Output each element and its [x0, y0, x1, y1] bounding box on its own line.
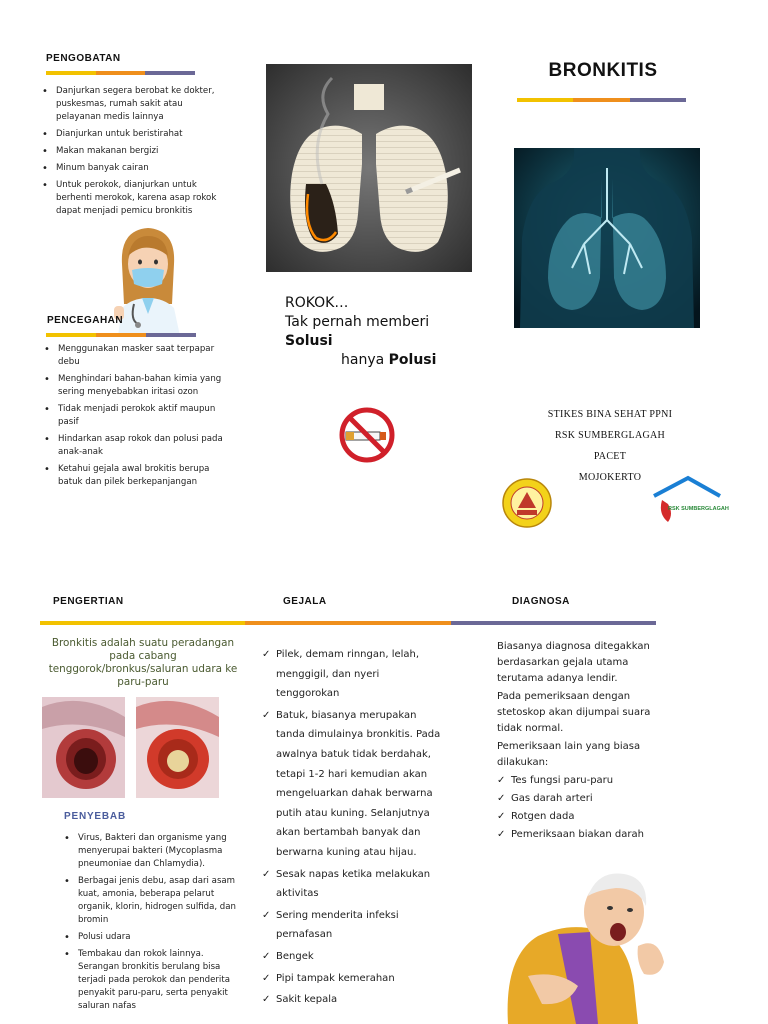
slogan-line-2: Tak pernah memberi: [285, 314, 430, 330]
cover-title: BRONKITIS: [548, 60, 658, 81]
no-smoking-icon: [338, 406, 396, 464]
list-item: • Minum banyak cairan: [38, 162, 228, 175]
list-item: • Ketahui gejala awal brokitis berupa batuk dan pilek berkepanjangan: [40, 463, 230, 489]
pengobatan-divider: [46, 71, 195, 75]
coughing-man-illustration: [498, 866, 670, 1024]
rsk-sumberglagah-logo: [652, 474, 729, 526]
pengertian-text: Bronkitis adalah suatu peradangan pada cabang tenggorok/bronkus/saluran udara ke paru-paru: [48, 637, 238, 688]
pengertian-heading: PENGERTIAN: [53, 596, 124, 607]
institution-line: STIKES BINA SEHAT PPNI: [547, 409, 673, 420]
gejala-heading: GEJALA: [283, 596, 327, 607]
list-item: • Berbagai jenis debu, asap dari asam kuat, amonia, beberapa pelarut organik, klorin, hidrogen sulfida, dan bromin: [60, 875, 236, 927]
bronchus-inflamed-photo: [136, 697, 219, 798]
list-item: • Tembakau dan rokok lainnya. Serangan bronkitis berulang bisa terjadi pada perokok dan penderita penyakit paru-paru, serta penyakit saluran nafas: [60, 948, 236, 1013]
list-item: ✓ Pipi tampak kemerahan: [262, 969, 442, 989]
list-item: ✓ Sesak napas ketika melakukan aktivitas: [262, 865, 442, 904]
list-item: • Tidak menjadi perokok aktif maupun pasif: [40, 403, 230, 429]
institution-line: PACET: [593, 451, 627, 462]
diagnosa-test-list: [497, 773, 657, 843]
list-item: • Menghindari bahan-bahan kimia yang sering menyebabkan iritasi ozon: [40, 373, 230, 399]
list-item: • Menggunakan masker saat terpapar debu: [40, 343, 230, 369]
pengobatan-list: [38, 85, 228, 222]
list-item: • Virus, Bakteri dan organisme yang menyerupai bakteri (Mycoplasma pneumoniae dan Chlamydia).: [60, 832, 236, 871]
institution-line: RSK SUMBERGLAGAH: [554, 430, 666, 441]
gejala-list: [262, 645, 442, 1012]
diagnosa-body: [497, 639, 657, 845]
pencegahan-divider: [46, 333, 196, 337]
list-item: • Hindarkan asap rokok dan polusi pada anak-anak: [40, 433, 230, 459]
bronchus-normal-photo: [42, 697, 125, 798]
slogan: [285, 294, 485, 370]
list-item: • Untuk perokok, dianjurkan untuk berhenti merokok, karena asap rokok dapat menjadi pemicu bronkitis: [38, 179, 228, 218]
slogan-line-4: [285, 351, 485, 370]
penyebab-list: [60, 832, 236, 1017]
list-item: ✓ Bengek: [262, 947, 442, 967]
list-item: • Danjurkan segera berobat ke dokter, puskesmas, rumah sakit atau pelayanan medis lainnya: [38, 85, 228, 124]
list-item: ✓ Tes fungsi paru-paru: [497, 773, 657, 789]
lungs-xray-photo: [514, 148, 700, 328]
pengobatan-heading: PENGOBATAN: [46, 53, 121, 64]
slogan-line-1: ROKOK…: [285, 295, 349, 311]
diagnosa-paragraph: Pada pemeriksaan dengan stetoskop akan dijumpai suara tidak normal.: [497, 691, 651, 734]
list-item: ✓ Batuk, biasanya merupakan tanda dimulainya bronkitis. Pada awalnya batuk tidak berdahak, tetapi 1-2 hari kemudian akan mengeluarkan dahak berwarna putih atau kuning. Selanjutnya akan bertambah banyak dan berwarna kuning atau hijau.: [262, 706, 442, 863]
bottom-divider: [40, 621, 656, 625]
slogan-line-4-bold: Polusi: [388, 352, 437, 368]
institution-line: MOJOKERTO: [578, 472, 642, 483]
list-item: ✓ Sakit kepala: [262, 990, 442, 1010]
diagnosa-heading: DIAGNOSA: [512, 596, 570, 607]
list-item: ✓ Pemeriksaan biakan darah: [497, 827, 657, 843]
list-item: ✓ Pilek, demam rinngan, lelah, menggigil, dan nyeri tenggorokan: [262, 645, 442, 704]
pencegahan-list: [40, 343, 230, 493]
list-item: • Makan makanan bergizi: [38, 145, 228, 158]
list-item: ✓ Rotgen dada: [497, 809, 657, 825]
list-item: • Dianjurkan untuk beristirahat: [38, 128, 228, 141]
diagnosa-paragraph: Pemeriksaan lain yang biasa dilakukan:: [497, 741, 641, 768]
list-item: ✓ Gas darah arteri: [497, 791, 657, 807]
penyebab-heading: PENYEBAB: [64, 811, 126, 822]
slogan-line-4-prefix: hanya: [341, 352, 389, 368]
list-item: • Polusi udara: [60, 931, 236, 944]
stikes-logo: [502, 478, 552, 528]
pencegahan-heading: PENCEGAHAN: [47, 315, 124, 326]
rsk-logo-text: RSK SUMBERGLAGAH: [668, 506, 729, 512]
slogan-line-3: Solusi: [285, 333, 333, 349]
list-item: ✓ Sering menderita infeksi pernafasan: [262, 906, 442, 945]
cover-divider: [517, 98, 686, 102]
diagnosa-paragraph: Biasanya diagnosa ditegakkan berdasarkan gejala utama terutama adanya lendir.: [497, 641, 650, 684]
burning-lungs-photo: [266, 64, 472, 272]
